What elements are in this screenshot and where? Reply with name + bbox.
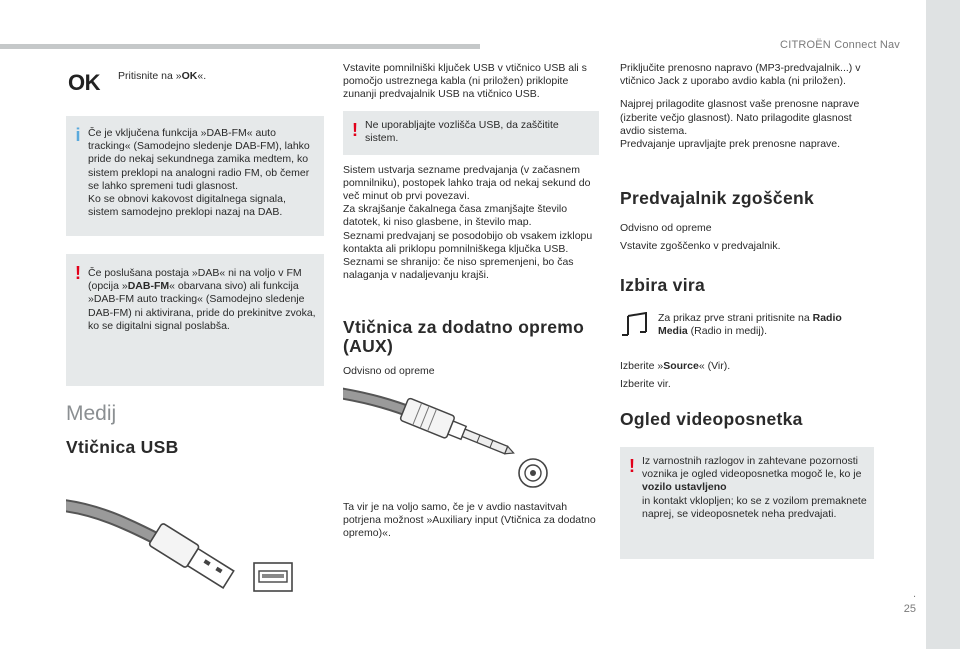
- aux-connect: Priključite prenosno napravo (MP3-predvajalnik...) v vtičnico Jack z uporabo avdio kabla (ni priložen).: [620, 62, 861, 88]
- ok-logo: OK: [68, 70, 100, 95]
- header-title: CITROËN Connect Nav: [780, 39, 900, 51]
- ok-instruction: [66, 62, 324, 112]
- select-source-2: Izberite vir.: [620, 377, 671, 390]
- cd-depends: Odvisno od opreme: [620, 222, 712, 235]
- usb-port-icon: [254, 563, 292, 591]
- source-instruction: [620, 312, 874, 342]
- aux-volume: Najprej prilagodite glasnost vaše prenosne naprave (izberite večjo glasnost). Nato prilagodite glasnost avdio sistema.: [620, 98, 860, 137]
- usb-intro: Vstavite pomnilniški ključek USB v vtičnico USB ali s pomočjo ustreznega kabla (ni priložen) priklopite zunanji predvajalnik USB na vtičnico USB.: [343, 62, 587, 101]
- music-note-icon: [620, 312, 658, 342]
- warning-note-usb: ! Ne uporabljajte vozlišča USB, da zaščitite sistem.: [343, 111, 599, 155]
- usb-plug-illustration: [66, 475, 324, 600]
- page-dot: .: [912, 588, 916, 600]
- usb-body-2: Za skrajšanje čakalnega časa zmanjšajte število datotek, ki niso glasbene, in število map.: [343, 203, 568, 229]
- warning-mark: !: [352, 119, 358, 140]
- select-source: Izberite »Source« (Vir).: [620, 359, 731, 372]
- aux-heading: Vtičnica za dodatno opremo (AUX): [343, 317, 585, 357]
- aux-depends: Odvisno od opreme: [343, 365, 435, 378]
- aux-illustration: [343, 387, 599, 493]
- video-heading: Ogled videoposnetka: [620, 409, 803, 430]
- column-3: [620, 62, 874, 559]
- jack-port-icon: [519, 459, 547, 487]
- cd-insert: Vstavite zgoščenko v predvajalnik.: [620, 240, 781, 253]
- warning-mark: !: [75, 263, 81, 283]
- usb-illustration: [66, 475, 324, 600]
- cd-heading: Predvajalnik zgoščenk: [620, 188, 815, 209]
- section-title: Medij: [66, 402, 117, 425]
- aux-volume-2: Predvajanje upravljajte prek prenosne naprave.: [620, 138, 841, 151]
- ok-text: Pritisnite na »OK«.: [118, 70, 207, 82]
- info-note: i Če je vključena funkcija »DAB-FM« auto tracking« (Samodejno sledenje DAB-FM), lahko pride do nekaj sekundnega zamika medtem, ko sistem preklopi na analogni radio FM, ob čemer se lahko spremeni tudi glasnost. Ko se obnovi kakovost digitalnega signala, sistem samodejno preklopi nazaj na DAB.: [66, 116, 324, 236]
- jack-plug-illustration: [343, 387, 599, 493]
- column-2: [343, 62, 599, 540]
- side-strip: [926, 0, 960, 649]
- warning-mark: !: [629, 456, 635, 477]
- aux-text: Ta vir je na voljo samo, če je v avdio nastavitvah potrjena možnost »Auxiliary input (Vtičnica za dodatno opremo)«.: [343, 500, 596, 540]
- usb-heading: Vtičnica USB: [66, 437, 179, 457]
- warning-note-video: ! Iz varnostnih razlogov in zahtevane pozornosti voznika je ogled videoposnetka mogoč le, ko je vozilo ustavljeno in kontakt vklopljen; ko se z vozilom premaknete naprej, se videoposnetek neha predvajati.: [620, 447, 874, 559]
- usb-body: Sistem ustvarja sezname predvajanja (v začasnem pomnilniku), postopek lahko traja od nekaj sekund do več minut ob prvi povezavi.: [343, 163, 591, 203]
- warning-note-dab: ! Če poslušana postaja »DAB« ni na voljo v FM (opcija »DAB-FM« obarvana sivo) ali funkcija »DAB-FM auto tracking« (Samodejno sledenje DAB-FM) ni aktivirana, pride do prekinitve zvoka, ko se digitalni signal poslabša.: [66, 254, 324, 386]
- column-1: [66, 62, 324, 600]
- page-number: 25: [903, 603, 916, 615]
- source-heading: Izbira vira: [620, 274, 706, 295]
- source-text: Za prikaz prve strani pritisnite na Radio Media (Radio in medij).: [657, 311, 842, 337]
- usb-body-3: Seznami predvajanj se posodobijo ob vsakem izklopu kontakta ali priklopu pomnilniškega ključka USB. Seznami se shranijo: če niso spremenjeni, bo čas nalaganja v nadaljevanju krajši.: [343, 229, 593, 282]
- info-mark: i: [75, 125, 81, 145]
- header-rule: [0, 44, 480, 49]
